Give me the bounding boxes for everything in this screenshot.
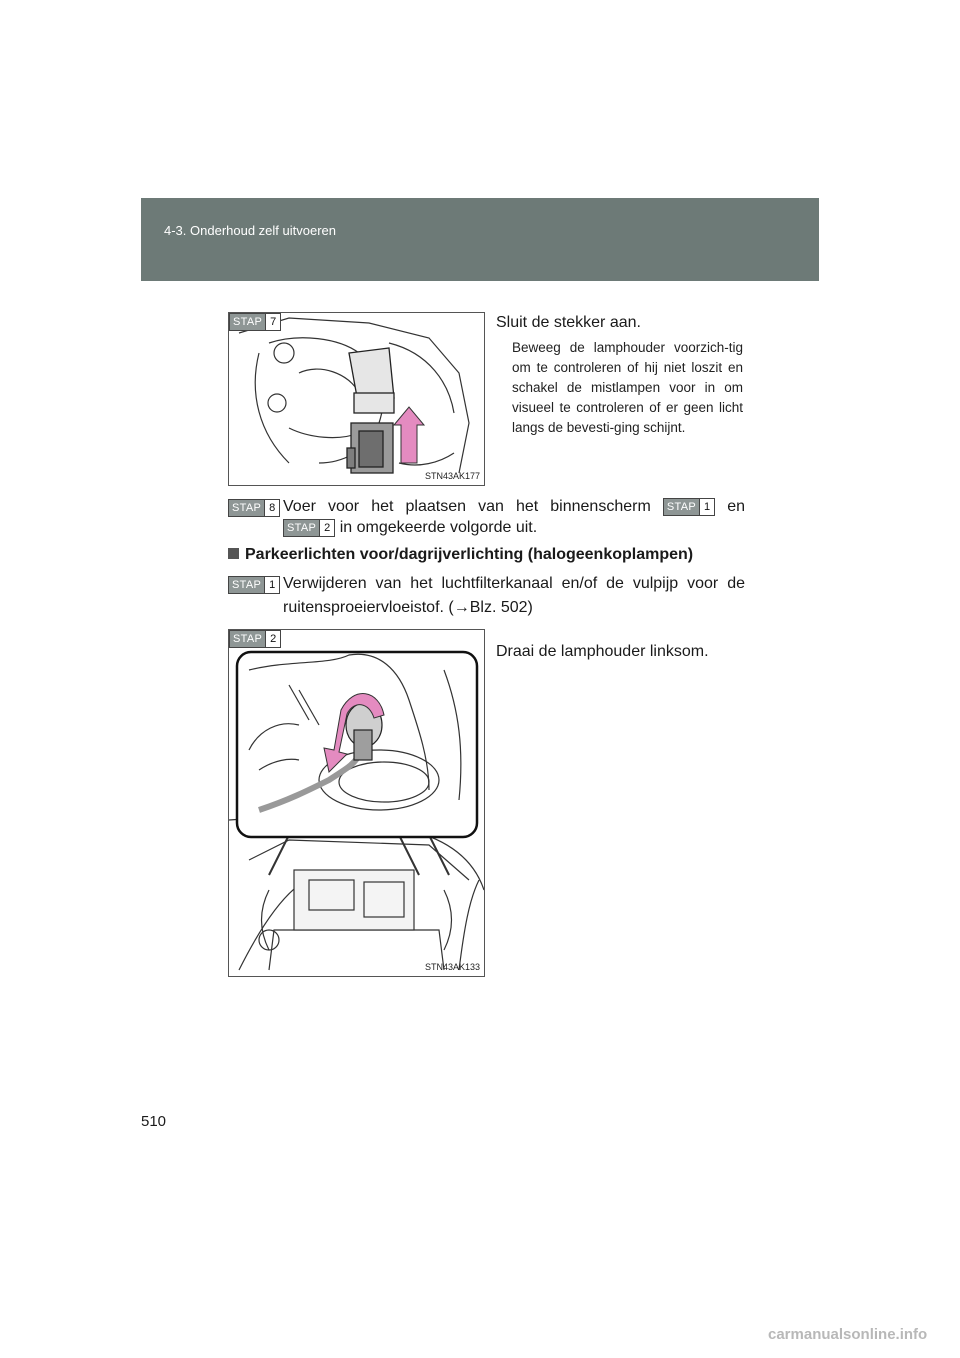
- stap-ref-1: STAP 1: [663, 498, 715, 516]
- figure-code: STN43AK133: [424, 962, 480, 972]
- stap-badge-1: STAP 1: [228, 576, 280, 594]
- step-7-note: Beweeg de lamphouder voorzich-tig om te controleren of hij niet loszit en schakel de mistlampen voor in om visueel te controleren of er geen licht langs de bevesti-ging schijnt.: [512, 340, 743, 435]
- stap-badge-8: STAP 8: [228, 499, 280, 517]
- stap-badge-2: STAP 2: [229, 630, 281, 648]
- figure-code: STN43AK177: [424, 471, 480, 481]
- arrow-up-icon: [394, 407, 424, 463]
- step-8-line-1: Voer voor het plaatsen van het binnenscherm STAP 1 en: [283, 498, 745, 515]
- step-2-text: Draai de lamphouder linksom.: [496, 643, 709, 660]
- step-8-line-2: STAP 2 in omgekeerde volgorde uit.: [283, 516, 745, 540]
- square-bullet-icon: [228, 548, 239, 559]
- section-heading: Parkeerlichten voor/dagrijverlichting (halogeenkoplampen): [228, 543, 768, 567]
- page-number: 510: [141, 1113, 167, 1130]
- stap-badge-7: STAP 7: [229, 313, 281, 331]
- step-1-text: Verwijderen van het luchtfilterkanaal en/of de vulpijp voor de ruitensproeiervloeistof. (→Blz. 502): [283, 575, 745, 616]
- watermark: carmanualsonline.info: [768, 1326, 928, 1343]
- stap-ref-2: STAP 2: [283, 519, 335, 537]
- connector-illustration: [229, 313, 484, 485]
- step-7-title: Sluit de stekker aan.: [496, 314, 641, 331]
- figure-step-7: [228, 312, 485, 486]
- section-title: 4-3. Onderhoud zelf uitvoeren: [164, 223, 336, 238]
- engine-bay-illustration: [229, 630, 484, 976]
- header-band: [141, 198, 819, 281]
- figure-step-2: [228, 629, 485, 977]
